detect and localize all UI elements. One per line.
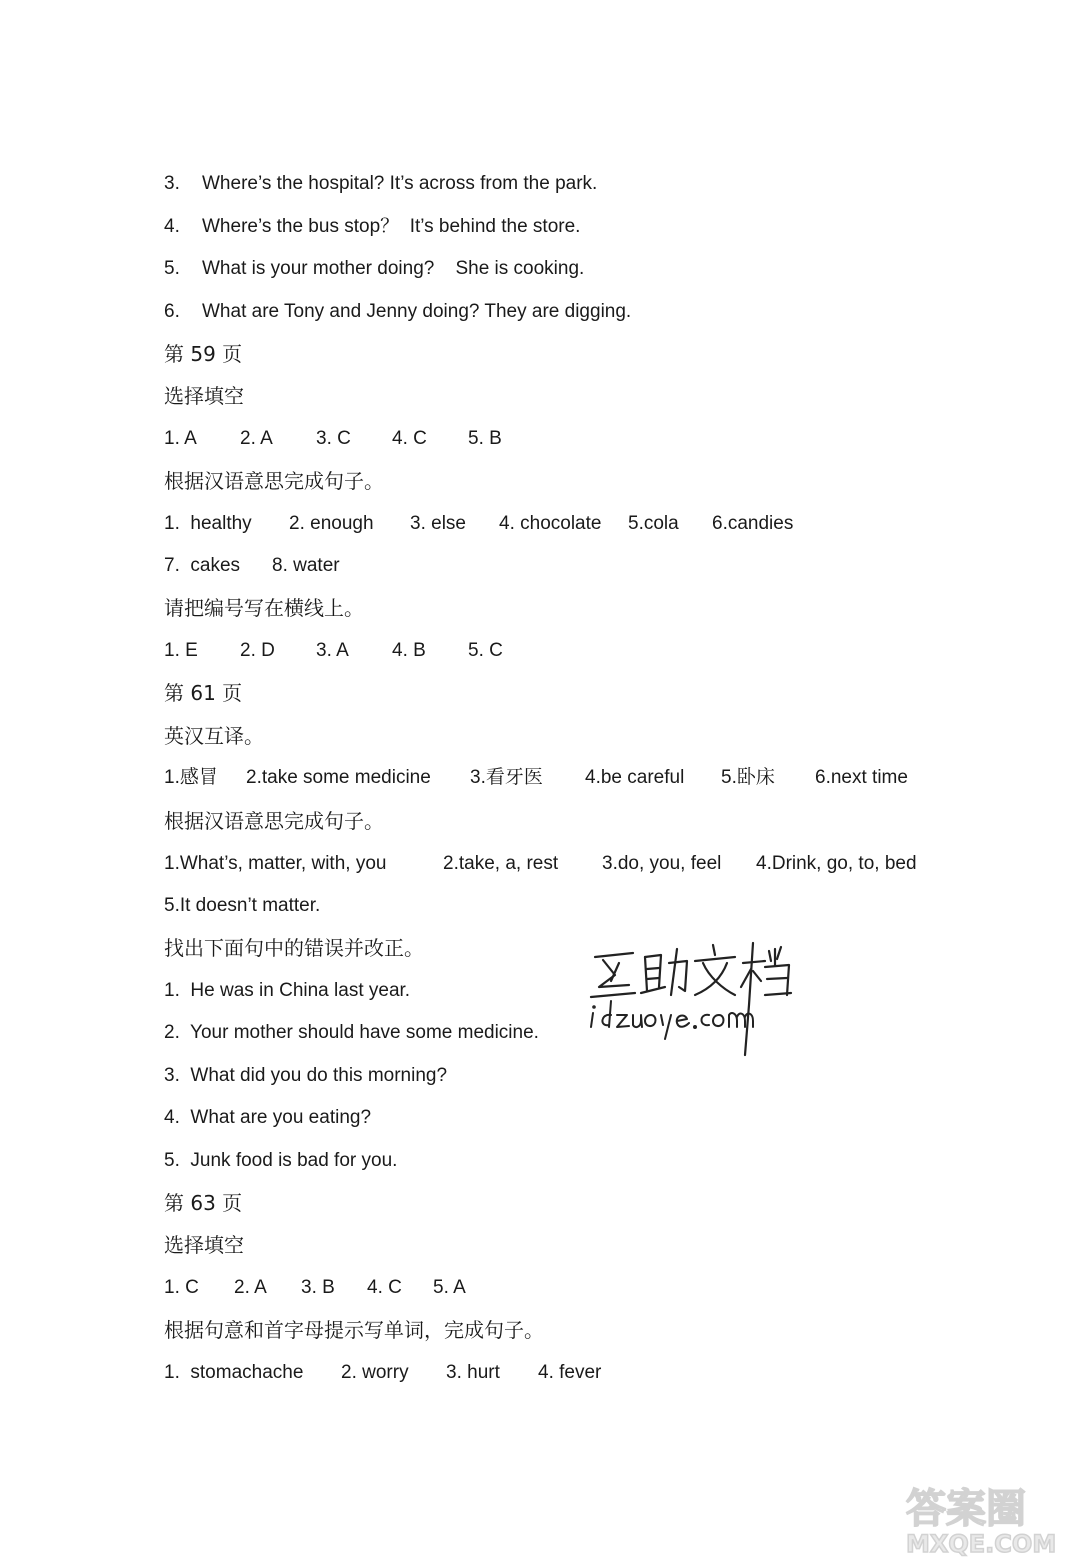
answer-item: 6.candies bbox=[712, 513, 794, 534]
answer-item: 4. C bbox=[392, 428, 427, 449]
answer-item: 2. A bbox=[234, 1277, 267, 1298]
answer-item: 3. else bbox=[410, 513, 466, 534]
section-choose-heading: 选择填空 bbox=[164, 1233, 244, 1257]
answer-item: 4.be careful bbox=[585, 767, 685, 788]
section-complete-heading: 根据汉语意思完成句子。 bbox=[164, 469, 384, 493]
svg-text:答案圈: 答案圈 bbox=[906, 1486, 1026, 1532]
line-number: 5. bbox=[164, 258, 180, 279]
answer-item: 5. B bbox=[468, 428, 502, 449]
answer-item: 2. A bbox=[240, 428, 273, 449]
page-63-heading: 第 63 页 bbox=[164, 1191, 243, 1215]
answer-item: 6.next time bbox=[815, 767, 908, 788]
line-text: What are Tony and Jenny doing? They are digging. bbox=[202, 301, 632, 322]
line-number: 3. bbox=[164, 173, 180, 194]
corner-logo-watermark bbox=[900, 1478, 1075, 1558]
answer-item: 4. fever bbox=[538, 1362, 602, 1383]
correct-answer-3: 3. What did you do this morning? bbox=[164, 1065, 448, 1086]
line-number: 6. bbox=[164, 301, 180, 322]
answer-item: 2. worry bbox=[341, 1362, 409, 1383]
answer-item: 5. C bbox=[468, 640, 503, 661]
correct-answer-2: 2. Your mother should have some medicine. bbox=[164, 1022, 539, 1043]
complete-answers-row-2: 5.It doesn’t matter. bbox=[164, 895, 321, 916]
answer-item: 3.看牙医 bbox=[470, 767, 543, 788]
section-number-heading: 请把编号写在横线上。 bbox=[164, 596, 364, 620]
answer-item: 1. A bbox=[164, 428, 197, 449]
answer-item: 2.take, a, rest bbox=[443, 853, 559, 874]
answer-item: 5.卧床 bbox=[721, 767, 775, 788]
section-words-heading: 根据句意和首字母提示写单词，完成句子。 bbox=[164, 1318, 544, 1342]
answer-item: 4. B bbox=[392, 640, 426, 661]
handwritten-watermark bbox=[585, 935, 795, 1060]
answer-item: 1. stomachache bbox=[164, 1362, 304, 1383]
section-translate-heading: 英汉互译。 bbox=[164, 724, 264, 748]
line-text: Where’s the hospital? It’s across from the park. bbox=[202, 173, 598, 194]
answer-item: 3. A bbox=[316, 640, 349, 661]
answer-item: 5.cola bbox=[628, 513, 679, 534]
answer-item: 3. B bbox=[301, 1277, 335, 1298]
answer-item: 1.感冒 bbox=[164, 767, 218, 788]
answer-item: 8. water bbox=[272, 555, 340, 576]
answer-item: 2. D bbox=[240, 640, 275, 661]
svg-text:MXQE.COM: MXQE.COM bbox=[906, 1530, 1057, 1558]
answer-item: 3. hurt bbox=[446, 1362, 500, 1383]
correct-answer-1: 1. He was in China last year. bbox=[164, 980, 411, 1001]
line-text: Where’s the bus stop？ It’s behind the store. bbox=[202, 216, 581, 237]
answer-item: 3.do, you, feel bbox=[602, 853, 722, 874]
answer-item: 3. C bbox=[316, 428, 351, 449]
line-text: What is your mother doing? She is cooking. bbox=[202, 258, 585, 279]
answer-item: 2. enough bbox=[289, 513, 374, 534]
words-answers-row bbox=[164, 1361, 602, 1481]
answer-item: 2.take some medicine bbox=[246, 767, 431, 788]
answer-item: 4. chocolate bbox=[499, 513, 602, 534]
answer-item: 1. C bbox=[164, 1277, 199, 1298]
answer-item: 7. cakes bbox=[164, 555, 241, 576]
page-61-heading: 第 61 页 bbox=[164, 681, 243, 705]
line-number: 4. bbox=[164, 216, 180, 237]
page-59-heading: 第 59 页 bbox=[164, 342, 243, 366]
answer-item: 1. healthy bbox=[164, 513, 252, 534]
section-choose-heading: 选择填空 bbox=[164, 384, 244, 408]
answer-item: 4. C bbox=[367, 1277, 402, 1298]
answer-item: 4.Drink, go, to, bed bbox=[756, 853, 917, 874]
answer-item: 5. A bbox=[433, 1277, 466, 1298]
answer-item: 1.What’s, matter, with, you bbox=[164, 853, 387, 874]
section-correct-heading: 找出下面句中的错误并改正。 bbox=[164, 936, 424, 960]
correct-answer-5: 5. Junk food is bad for you. bbox=[164, 1150, 398, 1171]
correct-answer-4: 4. What are you eating? bbox=[164, 1107, 372, 1128]
section-complete-heading: 根据汉语意思完成句子。 bbox=[164, 809, 384, 833]
answer-item: 1. E bbox=[164, 640, 198, 661]
